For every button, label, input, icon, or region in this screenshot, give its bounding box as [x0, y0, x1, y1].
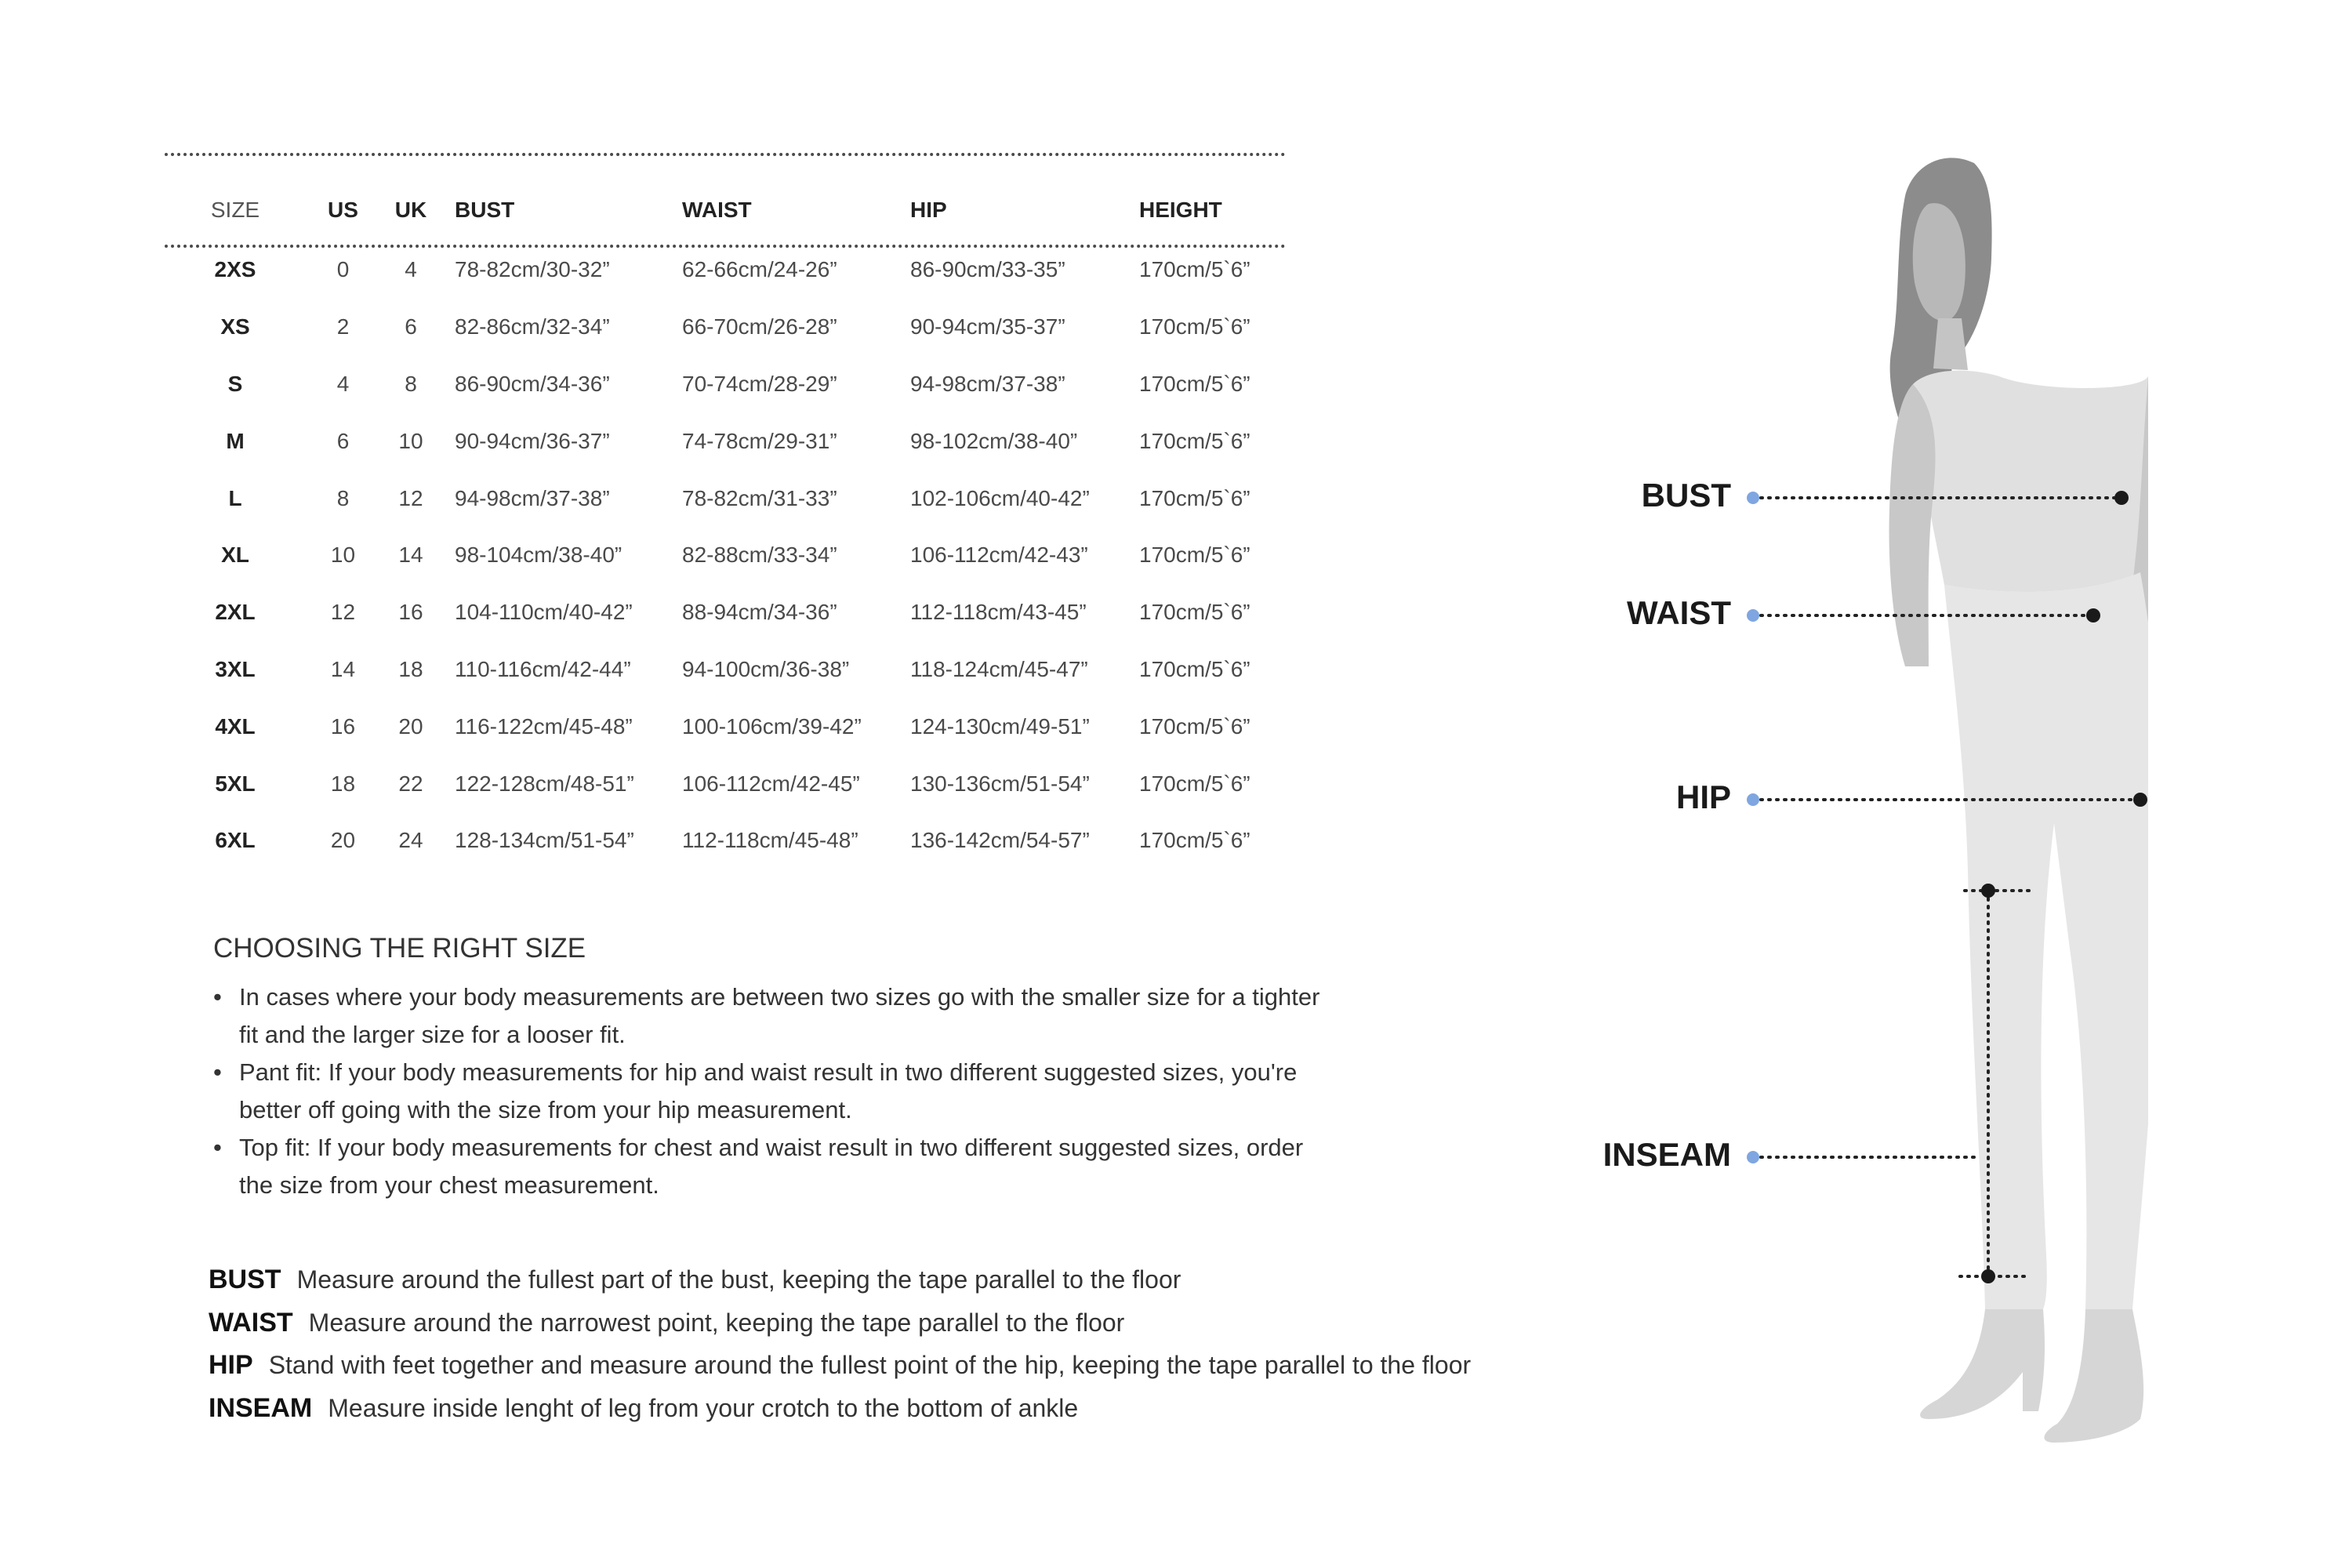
definition-term: HIP — [209, 1350, 253, 1380]
model-left-shoe — [1920, 1309, 2045, 1419]
cell-uk: 10 — [398, 428, 423, 453]
table-top-rule — [165, 153, 1286, 156]
definition-waist — [209, 1301, 1471, 1345]
definition-hip — [209, 1344, 1471, 1387]
cell-height: 170cm/5`6” — [1139, 713, 1250, 739]
cell-size: L — [228, 485, 242, 510]
cell-us: 4 — [336, 371, 350, 396]
cell-hip: 90-94cm/35-37” — [910, 314, 1065, 339]
waist-end-dot — [2086, 608, 2100, 622]
cell-waist: 82-88cm/33-34” — [682, 543, 837, 568]
cell-size: M — [226, 428, 245, 453]
cell-height: 170cm/5`6” — [1139, 656, 1250, 681]
cell-us: 20 — [330, 828, 356, 853]
cell-bust: 128-134cm/51-54” — [455, 828, 634, 853]
cell-uk: 4 — [405, 257, 417, 282]
cell-height: 170cm/5`6” — [1139, 314, 1250, 339]
bust-start-dot — [1747, 492, 1759, 504]
inseam-start-dot — [1747, 1151, 1759, 1163]
tip-text: Top fit: If your body measurements for chest and waist result in two different suggested sizes, order the size from your chest measurement. — [239, 1134, 1304, 1199]
tip-text: Pant fit: If your body measurements for hip and waist result in two different suggested sizes, you're better off going with the size from your hip measurement. — [239, 1058, 1298, 1123]
cell-waist: 112-118cm/45-48” — [682, 828, 858, 853]
cell-us: 6 — [336, 428, 350, 453]
definition-inseam — [209, 1387, 1471, 1430]
table-row — [161, 356, 1296, 413]
table-row — [161, 812, 1296, 869]
table-row — [161, 584, 1296, 641]
cell-us: 12 — [330, 600, 356, 625]
cell-size: 2XL — [215, 600, 256, 625]
cell-hip: 94-98cm/37-38” — [910, 371, 1065, 396]
bullet-icon: • — [213, 1058, 222, 1086]
cell-hip: 124-130cm/49-51” — [910, 713, 1090, 739]
col-header-bust: BUST — [455, 198, 515, 222]
cell-height: 170cm/5`6” — [1139, 771, 1250, 796]
cell-waist: 78-82cm/31-33” — [682, 485, 837, 510]
cell-bust: 90-94cm/36-37” — [455, 428, 610, 453]
model-trousers — [1944, 572, 2148, 1309]
cell-uk: 8 — [405, 371, 417, 396]
cell-waist: 100-106cm/39-42” — [682, 713, 862, 739]
cell-hip: 106-112cm/42-43” — [910, 543, 1088, 568]
cell-bust: 94-98cm/37-38” — [455, 485, 610, 510]
measurement-figure — [1599, 118, 2148, 1482]
col-header-hip: HIP — [910, 198, 947, 222]
cell-waist: 70-74cm/28-29” — [682, 371, 837, 396]
definition-text: Measure around the narrowest point, keeping the tape parallel to the floor — [308, 1308, 1125, 1337]
cell-bust: 122-128cm/48-51” — [455, 771, 634, 796]
cell-us: 2 — [336, 314, 350, 339]
cell-size: XL — [221, 543, 249, 568]
size-guide-tip — [213, 1129, 1327, 1204]
size-guide-tip — [213, 1054, 1327, 1129]
cell-us: 14 — [330, 656, 356, 681]
cell-size: 5XL — [215, 771, 256, 796]
cell-bust: 110-116cm/42-44” — [455, 656, 631, 681]
cell-us: 0 — [336, 257, 350, 282]
model-right-shoe — [2045, 1309, 2144, 1443]
inseam-bottom-dot — [1981, 1269, 1995, 1283]
cell-bust: 98-104cm/38-40” — [455, 543, 622, 568]
definition-text: Stand with feet together and measure around the fullest point of the hip, keeping the tape parallel to the floor — [268, 1351, 1472, 1379]
cell-height: 170cm/5`6” — [1139, 828, 1250, 853]
cell-hip: 130-136cm/51-54” — [910, 771, 1090, 796]
waist-label: WAIST — [1627, 594, 1731, 631]
cell-bust: 86-90cm/34-36” — [455, 371, 610, 396]
cell-waist: 94-100cm/36-38” — [682, 656, 850, 681]
definition-text: Measure around the fullest part of the bust, keeping the tape parallel to the floor — [296, 1265, 1181, 1294]
cell-uk: 6 — [405, 314, 417, 339]
cell-height: 170cm/5`6” — [1139, 600, 1250, 625]
table-header-row — [161, 179, 1296, 241]
cell-height: 170cm/5`6” — [1139, 257, 1250, 282]
cell-hip: 86-90cm/33-35” — [910, 257, 1065, 282]
cell-uk: 20 — [398, 713, 423, 739]
inseam-top-dot — [1981, 884, 1995, 898]
cell-uk: 18 — [398, 656, 423, 681]
cell-us: 8 — [336, 485, 350, 510]
model-left-arm — [1889, 384, 1936, 666]
cell-uk: 22 — [398, 771, 423, 796]
col-header-us: US — [328, 198, 358, 222]
definition-term: WAIST — [209, 1307, 293, 1338]
inseam-label: INSEAM — [1602, 1136, 1731, 1173]
waist-start-dot — [1747, 609, 1759, 622]
hip-start-dot — [1747, 793, 1759, 806]
table-row — [161, 755, 1296, 812]
size-chart-table — [161, 179, 1296, 869]
cell-hip: 118-124cm/45-47” — [910, 656, 1088, 681]
table-row — [161, 412, 1296, 470]
table-row — [161, 241, 1296, 299]
cell-height: 170cm/5`6” — [1139, 428, 1250, 453]
cell-bust: 82-86cm/32-34” — [455, 314, 610, 339]
definition-bust — [209, 1258, 1471, 1301]
table-row — [161, 698, 1296, 755]
size-guide-section — [213, 933, 1327, 1204]
table-body — [161, 241, 1296, 869]
table-row — [161, 299, 1296, 356]
cell-uk: 16 — [398, 600, 423, 625]
definition-term: INSEAM — [209, 1392, 313, 1423]
cell-us: 10 — [330, 543, 356, 568]
cell-size: S — [227, 371, 243, 396]
definition-term: BUST — [209, 1265, 281, 1294]
table-row — [161, 641, 1296, 699]
model-top — [1913, 371, 2148, 592]
cell-bust: 78-82cm/30-32” — [455, 257, 610, 282]
cell-us: 18 — [330, 771, 356, 796]
col-header-waist: WAIST — [682, 198, 752, 222]
cell-hip: 112-118cm/43-45” — [910, 600, 1087, 625]
cell-height: 170cm/5`6” — [1139, 543, 1250, 568]
size-guide-tips — [213, 978, 1327, 1204]
table-row — [161, 527, 1296, 584]
hip-label: HIP — [1675, 779, 1731, 815]
measurement-definitions — [209, 1258, 1471, 1429]
size-guide-tip — [213, 978, 1327, 1054]
cell-waist: 66-70cm/26-28” — [682, 314, 837, 339]
cell-size: 4XL — [215, 713, 256, 739]
size-guide-title: CHOOSING THE RIGHT SIZE — [213, 933, 586, 964]
table-row — [161, 470, 1296, 527]
cell-size: 6XL — [215, 828, 256, 853]
col-header-uk: UK — [394, 198, 427, 222]
col-header-height: HEIGHT — [1139, 198, 1222, 222]
cell-waist: 106-112cm/42-45” — [682, 771, 860, 796]
cell-waist: 62-66cm/24-26” — [682, 257, 837, 282]
bullet-icon: • — [213, 983, 222, 1011]
cell-hip: 136-142cm/54-57” — [910, 828, 1090, 853]
cell-waist: 74-78cm/29-31” — [682, 428, 837, 453]
cell-hip: 102-106cm/40-42” — [910, 485, 1090, 510]
cell-uk: 14 — [398, 543, 423, 568]
cell-us: 16 — [330, 713, 356, 739]
cell-height: 170cm/5`6” — [1139, 485, 1250, 510]
cell-bust: 116-122cm/45-48” — [455, 713, 633, 739]
cell-size: 2XS — [214, 257, 256, 282]
cell-hip: 98-102cm/38-40” — [910, 428, 1078, 453]
col-header-size: SIZE — [210, 198, 260, 222]
bullet-icon: • — [213, 1134, 222, 1161]
cell-height: 170cm/5`6” — [1139, 371, 1250, 396]
cell-size: 3XL — [215, 656, 256, 681]
cell-size: XS — [220, 314, 250, 339]
cell-waist: 88-94cm/34-36” — [682, 600, 837, 625]
cell-bust: 104-110cm/40-42” — [455, 600, 633, 625]
cell-uk: 24 — [398, 828, 423, 853]
bust-end-dot — [2114, 491, 2129, 505]
definition-text: Measure inside lenght of leg from your crotch to the bottom of ankle — [328, 1393, 1079, 1422]
tip-text: In cases where your body measurements are between two sizes go with the smaller size for a tighter fit and the larger size for a looser fit. — [239, 983, 1320, 1048]
hip-end-dot — [2133, 793, 2147, 807]
cell-uk: 12 — [398, 485, 423, 510]
bust-label: BUST — [1641, 477, 1731, 514]
